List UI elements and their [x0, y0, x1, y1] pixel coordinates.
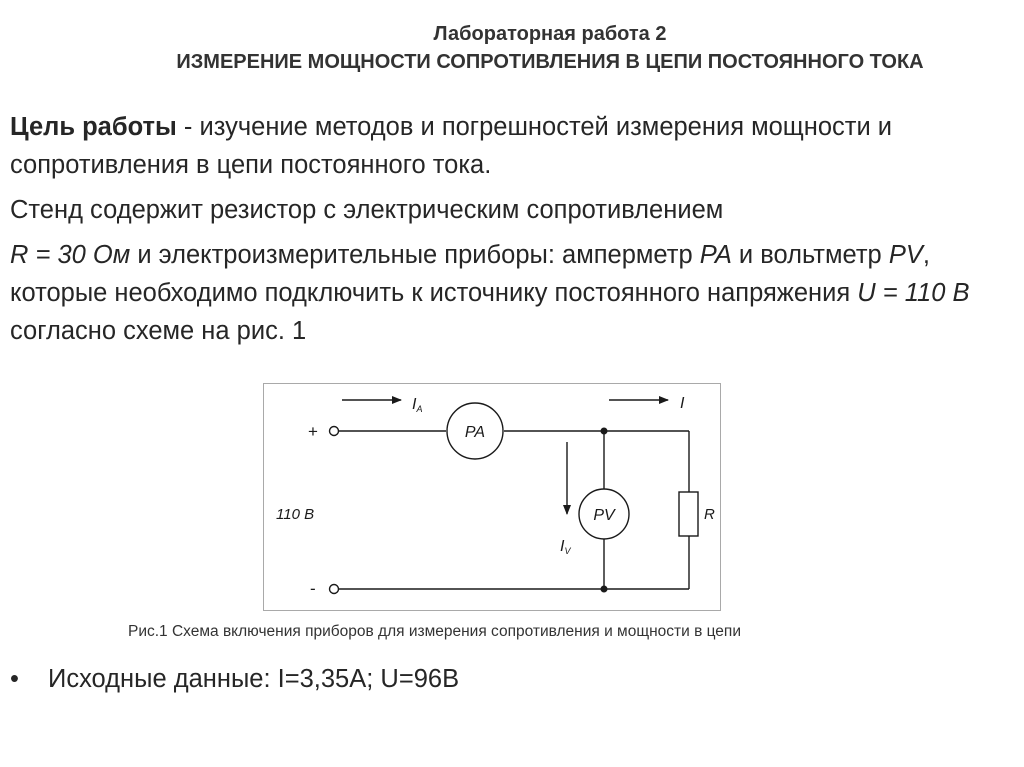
goal-paragraph: [10, 108, 1010, 184]
description-paragraph: R = 30 Ом и электроизмерительные приборы: амперметр PA и вольтметр PV, которые необходимо подключить к источнику постоянного напряжения U = 110 В согласно схеме на рис. 1: [10, 241, 970, 345]
junction-bottom: [601, 586, 608, 593]
ammeter-name: PA: [699, 241, 732, 269]
goal-label: Цель работы: [10, 113, 177, 141]
current-iv-label: IV: [560, 538, 571, 556]
bullet-point: •: [10, 665, 19, 693]
resistor-symbol: [679, 492, 698, 536]
resistance-value: R = 30 Ом: [10, 241, 131, 269]
current-i-label: I: [680, 395, 685, 412]
minus-label: -: [310, 579, 316, 598]
initial-data-text: Исходные данные: I=3,35A; U=96В: [48, 665, 460, 693]
body-text: [10, 108, 1010, 350]
ammeter-label: PA: [464, 424, 486, 441]
title-line-2: ИЗМЕРЕНИЕ МОЩНОСТИ СОПРОТИВЛЕНИЯ В ЦЕПИ ПОСТОЯННОГО ТОКА: [176, 51, 924, 73]
initial-data: [10, 660, 459, 698]
terminal-plus: [330, 427, 339, 436]
current-ia-label: IA: [412, 396, 423, 414]
slide-title: [0, 20, 1024, 76]
source-voltage-label: 110 В: [276, 506, 315, 523]
resistor-label: R: [704, 506, 715, 523]
terminal-minus: [330, 585, 339, 594]
voltmeter-label: PV: [593, 507, 615, 524]
plus-label: +: [308, 422, 318, 441]
goal-text: - изучение методов и погрешностей измерения мощности и сопротивления в цепи постоянного тока.: [10, 113, 893, 179]
circuit-svg: [264, 384, 720, 610]
title-line-1: Лабораторная работа 2: [433, 23, 667, 45]
voltage-value: U = 110 В: [857, 279, 970, 307]
junction-top: [601, 428, 608, 435]
figure-caption: Рис.1 Схема включения приборов для измерения сопротивления и мощности в цепи: [128, 623, 741, 640]
circuit-diagram: [263, 383, 721, 611]
description-line-1: Стенд содержит резистор с электрическим сопротивлением: [10, 196, 724, 224]
voltmeter-name: PV: [888, 241, 923, 269]
